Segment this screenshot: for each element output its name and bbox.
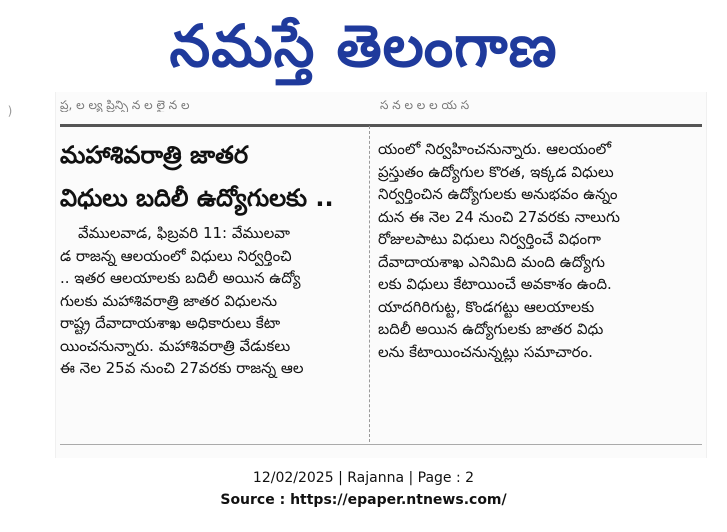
clipping-source-line: Source : https://epaper.ntnews.com/ (220, 492, 507, 508)
left-line-4: గులకు మహాశివరాత్రి జాతర విధులను (60, 291, 278, 310)
article-body-left (60, 222, 360, 380)
top-rule (60, 124, 702, 127)
right-line-2: ప్రస్తుతం ఉద్యోగుల కొరత, ఇక్కడ విధులు (378, 162, 614, 181)
headline-line-1: మహాశివరాత్రి జాతర (60, 141, 249, 169)
masthead (0, 0, 727, 92)
right-line-8: యాదగిరిగుట్ట, కొండగట్టు ఆలయాలకు (378, 297, 595, 316)
top-fragment-left: ప్ర, ల ల్య ప్రిన్సి న ల లై న ల (60, 98, 190, 112)
top-fragment-right: స న ల ల ల య స (380, 98, 470, 112)
left-line-2: డ రాజన్న ఆలయంలో విధులు నిర్వర్తించి (60, 246, 292, 265)
article-headline (60, 134, 360, 220)
right-line-3: నిర్వర్తించిన ఉద్యోగులకు అనుభవం ఉన్నం (378, 185, 618, 203)
right-line-10: లను కేటాయించనున్నట్లు సమాచారం. (378, 342, 593, 361)
faded-top-text (60, 98, 702, 112)
news-clipping (55, 92, 707, 458)
right-line-4: దున ఈ నెల 24 నుంచి 27వరకు నాలుగు (378, 207, 620, 226)
right-line-5: రోజులపాటు విధులు నిర్వర్తించే విధంగా (378, 230, 601, 248)
right-line-6: దేవాదాయశాఖ ఎనిమిది మంది ఉద్యోగు (378, 252, 605, 271)
column-divider (369, 126, 371, 442)
left-line-1: వేములవాడ, ఫిబ్రవరి 11: వేములవా (78, 224, 290, 242)
bottom-rule (60, 444, 702, 445)
left-line-7: ఈ నెల 25వ నుంచి 27వరకు రాజన్న ఆల (60, 359, 304, 377)
left-line-3: .. ఇతర ఆలయాలకు బదిలీ అయిన ఉద్యో (60, 269, 301, 287)
right-edge-fragments (707, 110, 727, 440)
right-line-7: లకు విధులు కేటాయించే అవకాశం ఉంది. (378, 275, 612, 293)
right-line-1: యంలో నిర్వహించనున్నారు. ఆలయంలో (378, 140, 612, 158)
right-line-9: బదిలీ అయిన ఉద్యోగులకు జాతర విధు (378, 320, 604, 338)
article-body-right (378, 138, 688, 363)
headline-line-2: విధులు బదిలీ ఉద్యోగులకు .. (60, 184, 334, 212)
clipping-date-line: 12/02/2025 | Rajanna | Page : 2 (252, 470, 475, 486)
left-line-6: యించనున్నారు. మహాశివరాత్రి వేడుకలు (60, 336, 291, 355)
left-edge-fragments: ) (7, 104, 13, 118)
newspaper-title: నమస్తే తెలంగాణ (169, 12, 558, 80)
left-line-5: రాష్ట్ర దేవాదాయశాఖ అధికారులు కేటా (60, 314, 281, 332)
